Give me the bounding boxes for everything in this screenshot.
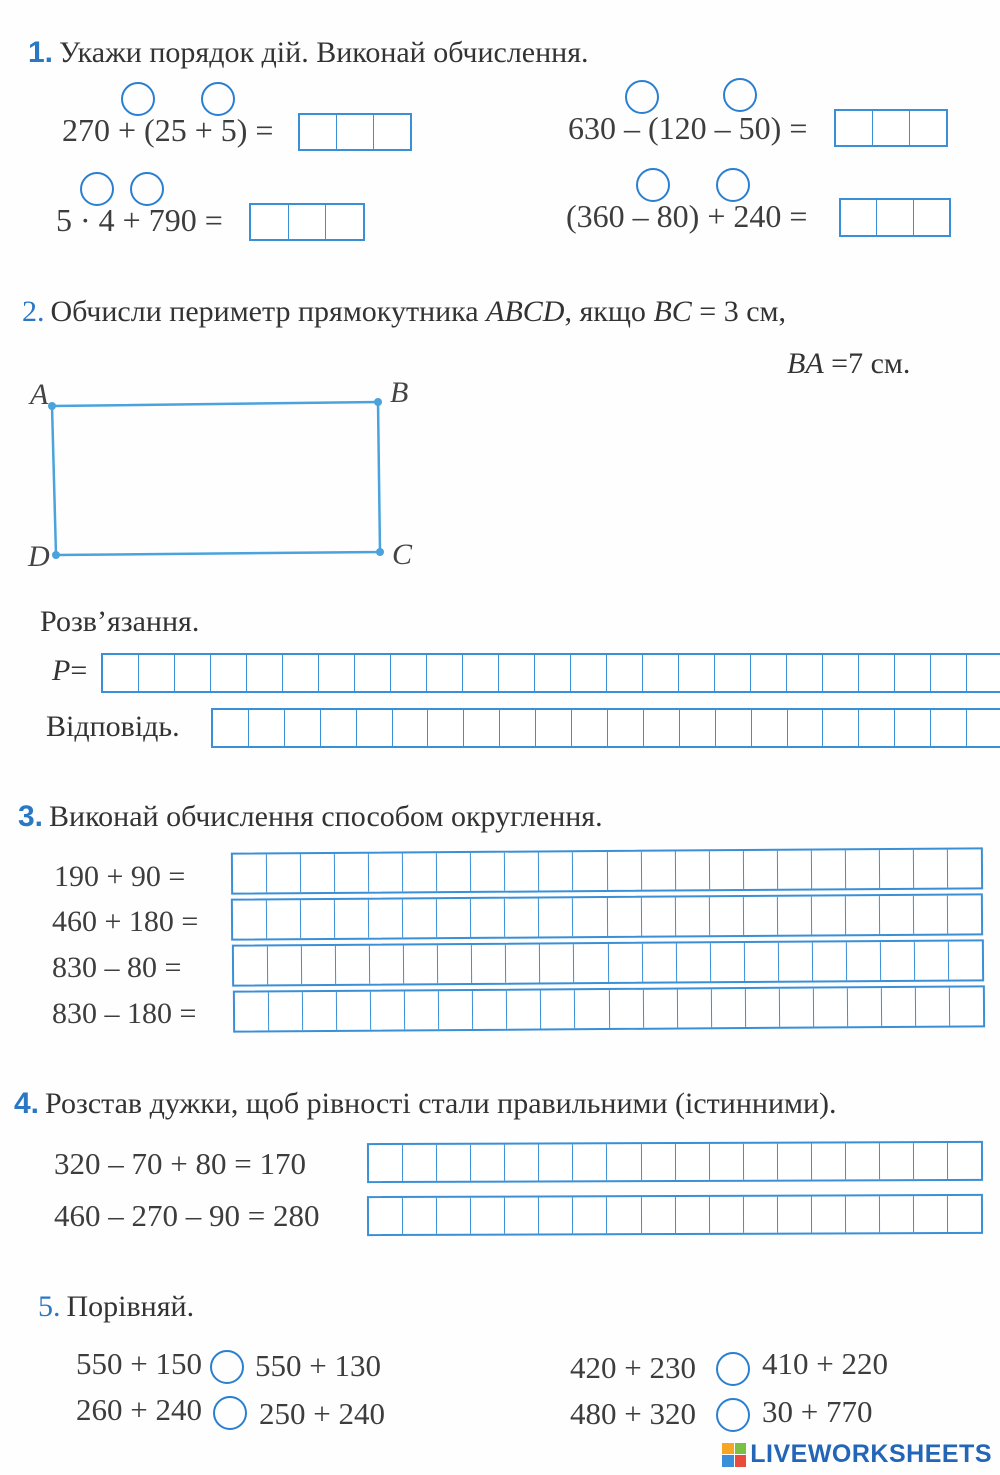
compare-1-left: 550 + 150 (76, 1346, 202, 1381)
task3-title-text: Виконай обчислення способом округлення. (49, 800, 603, 833)
task3-title (18, 800, 603, 834)
task4-title (14, 1087, 837, 1121)
task5-number: 5. (38, 1290, 61, 1323)
compare-2-left: 260 + 240 (76, 1392, 202, 1427)
task2-ba-value: =7 см. (831, 347, 911, 380)
vertex-d-label: D (28, 540, 50, 573)
task3-expr-3: 830 – 80 = (52, 951, 182, 984)
task2-ba-label: BA (787, 347, 824, 380)
compare-3-left: 420 + 230 (570, 1350, 696, 1385)
perimeter-p: P (52, 654, 71, 687)
task2-number: 2. (22, 295, 45, 328)
vertex-c-label: C (392, 538, 413, 571)
task3-input-grid-2[interactable] (231, 893, 983, 940)
rectangle-figure (0, 0, 1000, 600)
perimeter-input-grid[interactable] (101, 653, 1000, 693)
perimeter-eq: = (70, 654, 88, 687)
task2-bc-label: BC (653, 295, 692, 328)
compare-3-right: 410 + 220 (762, 1346, 888, 1381)
compare-circle-3[interactable] (716, 1352, 750, 1386)
vertex-b-label: B (390, 376, 409, 409)
task4-expr-2: 460 – 270 – 90 = 280 (54, 1198, 320, 1233)
task1-expr-1: 270 + (25 + 5) = (62, 112, 274, 148)
compare-circle-2[interactable] (213, 1396, 247, 1430)
task2-figure-name: ABCD (486, 295, 565, 328)
solution-label: Розв’язання. (40, 605, 200, 638)
task5-title (38, 1290, 194, 1324)
task2-title-prefix: Обчисли периметр прямокутника (50, 295, 479, 328)
task1-number: 1. (28, 36, 54, 69)
task3-input-grid-1[interactable] (231, 847, 983, 894)
task4-input-grid-2[interactable] (367, 1194, 983, 1236)
compare-circle-1[interactable] (210, 1350, 244, 1384)
task4-title-text: Розстав дужки, щоб рівності стали правильними (істинними). (45, 1087, 837, 1120)
compare-2-right: 250 + 240 (259, 1396, 385, 1431)
vertex-b-dot (374, 398, 382, 406)
liveworksheets-logo-text: LIVEWORKSHEETS (750, 1440, 992, 1468)
vertex-d-dot (52, 551, 60, 559)
task1-expr-2: 630 – (120 – 50) = (568, 110, 808, 146)
task3-expr-2: 460 + 180 = (52, 905, 199, 938)
compare-4-left: 480 + 320 (570, 1396, 696, 1431)
liveworksheets-logo-icon (722, 1443, 746, 1467)
task2-bc-value: = 3 см, (699, 295, 786, 328)
compare-1-right: 550 + 130 (255, 1348, 381, 1383)
task1-expr-4: (360 – 80) + 240 = (566, 198, 808, 234)
vertex-a-dot (48, 402, 56, 410)
compare-circle-4[interactable] (716, 1398, 750, 1432)
answer-label: Відповідь. (46, 710, 180, 743)
task5-title-text: Порівняй. (66, 1290, 195, 1323)
compare-4-right: 30 + 770 (762, 1394, 873, 1429)
task4-expr-1: 320 – 70 + 80 = 170 (54, 1146, 306, 1181)
perimeter-label (52, 654, 87, 688)
task1-title-text: Укажи порядок дій. Виконай обчислення. (59, 36, 589, 69)
task3-input-grid-4[interactable] (233, 985, 985, 1032)
task4-number: 4. (14, 1087, 40, 1120)
vertex-c-dot (376, 548, 384, 556)
liveworksheets-logo (722, 1440, 992, 1469)
task4-input-grid-1[interactable] (367, 1141, 983, 1183)
answer-input-grid[interactable] (211, 708, 1000, 748)
task3-expr-4: 830 – 180 = (52, 997, 197, 1030)
task3-expr-1: 190 + 90 = (54, 860, 186, 893)
rectangle-abcd (52, 402, 380, 555)
task2-title-mid: , якщо (564, 295, 646, 328)
vertex-a-label: A (30, 378, 49, 411)
task1-expr-3: 5 · 4 + 790 = (56, 202, 223, 238)
task3-number: 3. (18, 800, 44, 833)
task3-input-grid-3[interactable] (232, 939, 984, 986)
